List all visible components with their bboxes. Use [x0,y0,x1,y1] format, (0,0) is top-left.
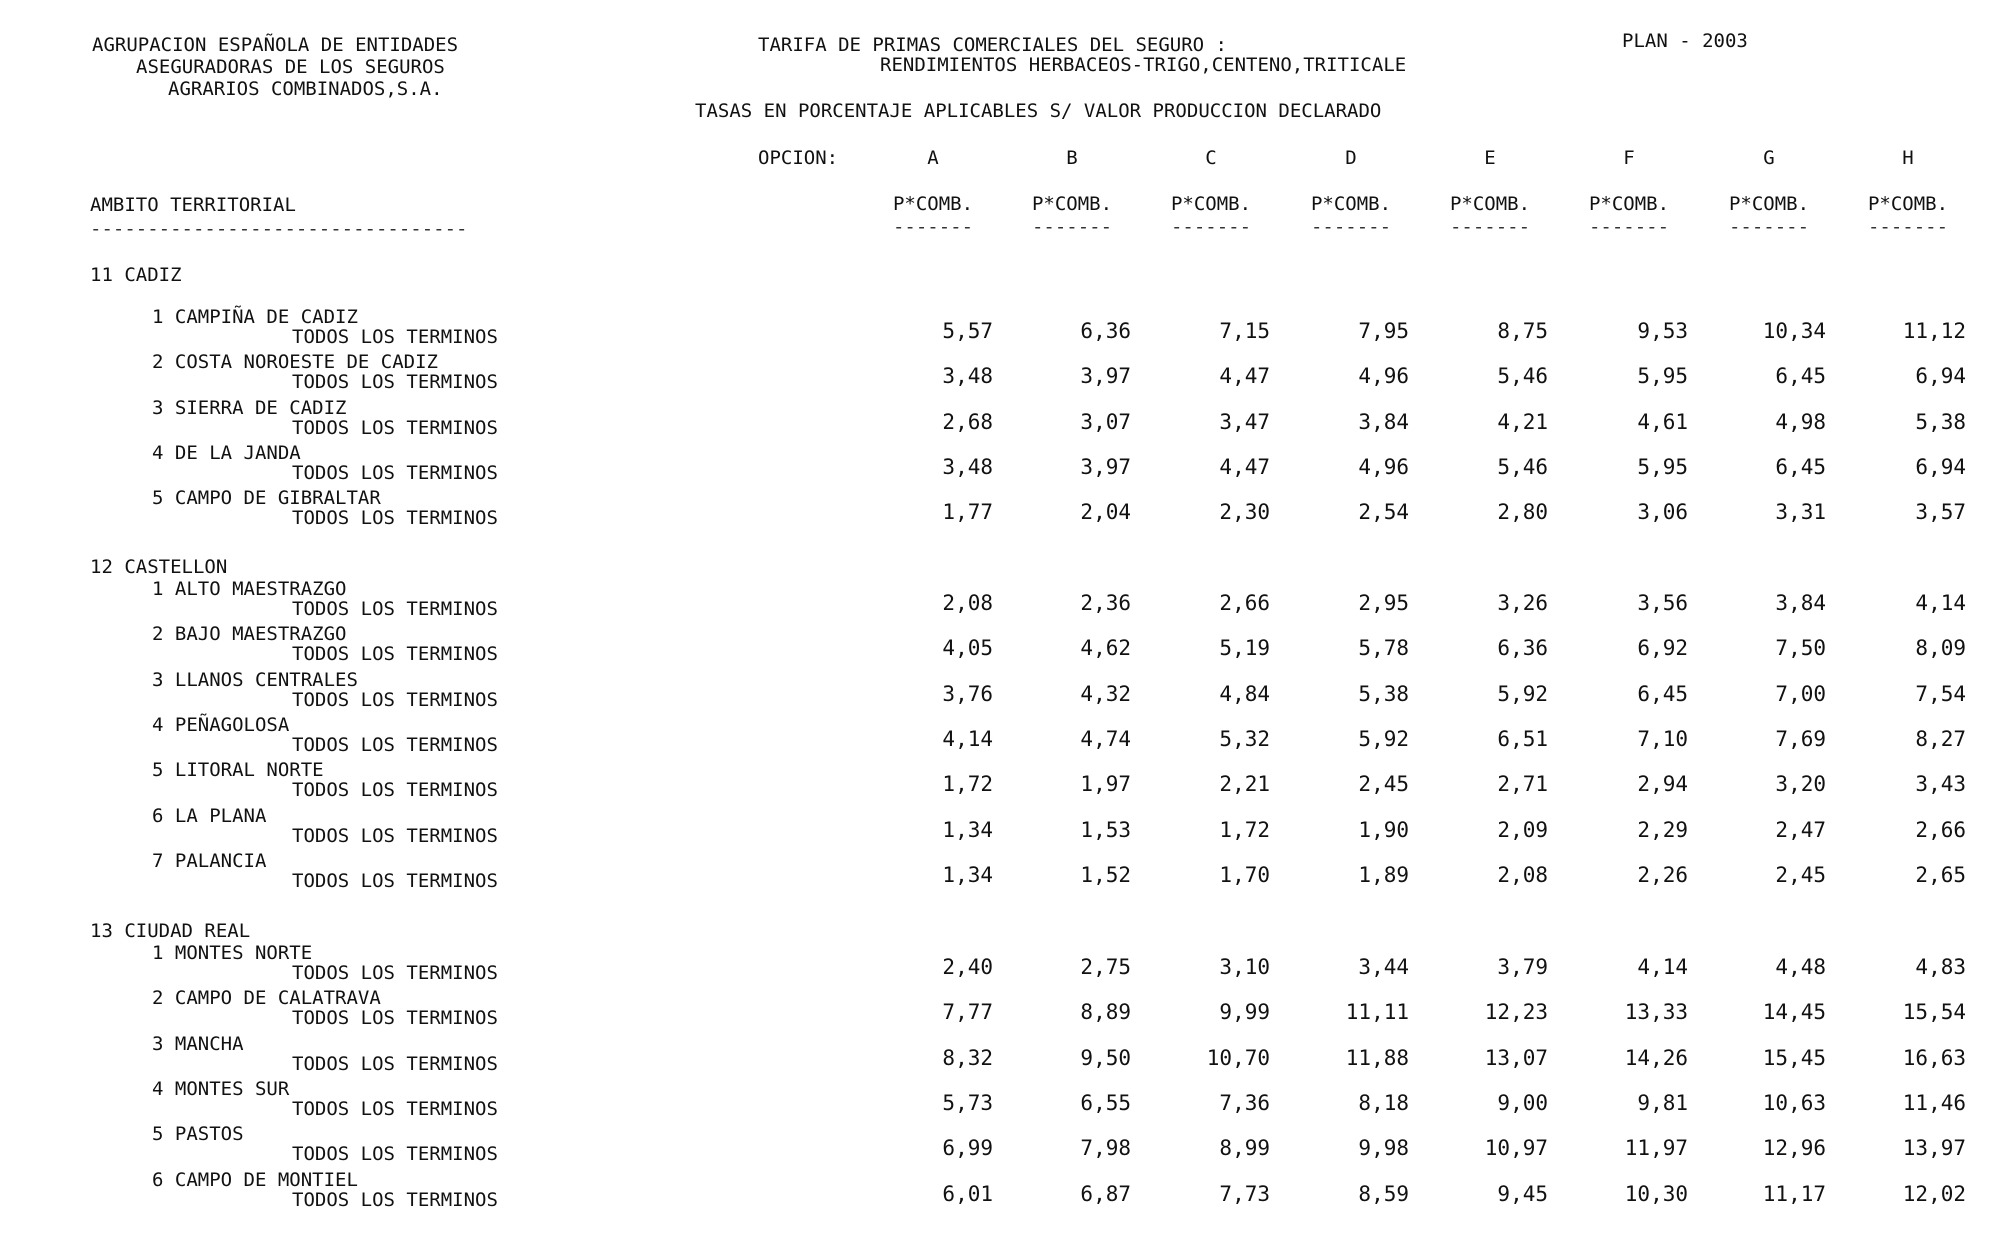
rate-cell: 13,97 [1902,1136,1966,1161]
rate-cell: 4,05 [942,636,993,661]
rate-cell: 12,02 [1902,1181,1966,1206]
rate-cell: 5,38 [1358,681,1409,706]
option-dashes: ------- [1867,216,1949,238]
rate-cell: 5,73 [942,1090,993,1115]
comarca-name: 6 LA PLANA [152,804,267,827]
option-letter: G [1763,147,1775,169]
option-dashes: ------- [892,216,974,238]
comarca-name: 5 CAMPO DE GIBRALTAR [152,487,381,510]
option-dashes: ------- [1310,216,1392,238]
rate-cell: 8,99 [1219,1136,1270,1161]
rate-cell: 3,06 [1637,500,1688,525]
title-line-1: TARIFA DE PRIMAS COMERCIALES DEL SEGURO : [758,34,1227,56]
rate-cell: 2,95 [1358,591,1409,615]
rate-cell: 11,88 [1345,1045,1409,1070]
rate-cell: 6,87 [1080,1181,1131,1206]
rate-cell: 8,59 [1358,1181,1409,1206]
rate-cell: 9,45 [1497,1181,1548,1206]
rate-cell: 5,32 [1219,726,1270,751]
terms-label: TODOS LOS TERMINOS [292,779,498,802]
rate-cell: 4,96 [1358,364,1409,389]
rate-cell: 14,26 [1624,1045,1688,1070]
terms-label: TODOS LOS TERMINOS [292,1143,498,1166]
rate-cell: 15,45 [1762,1045,1826,1070]
rate-cell: 3,48 [942,454,993,479]
rate-cell: 2,65 [1915,862,1966,887]
rate-cell: 4,62 [1080,636,1131,661]
rate-cell: 9,81 [1637,1090,1688,1115]
rate-cell: 12,23 [1484,1000,1548,1025]
rate-cell: 6,92 [1637,636,1688,661]
rate-cell: 3,10 [1219,955,1270,979]
rate-cell: 2,36 [1080,591,1131,615]
comarca-name: 1 CAMPIÑA DE CADIZ [152,306,358,328]
rate-cell: 9,00 [1497,1090,1548,1115]
rate-cell: 2,75 [1080,955,1131,979]
rate-cell: 6,99 [942,1136,993,1161]
rate-cell: 8,32 [942,1045,993,1070]
rate-cell: 8,27 [1915,726,1966,751]
comarca-name: 5 LITORAL NORTE [152,759,324,782]
org-line-3: AGRARIOS COMBINADOS,S.A. [168,78,443,100]
rate-cell: 10,97 [1484,1136,1548,1161]
rate-cell: 1,72 [1219,817,1270,842]
comarca-name: 4 DE LA JANDA [152,441,301,464]
rate-cell: 10,34 [1762,319,1826,343]
rate-cell: 3,07 [1080,409,1131,434]
option-letter: B [1066,147,1078,169]
rate-cell: 6,94 [1915,454,1966,479]
rate-cell: 4,14 [1915,591,1966,615]
rate-cell: 14,45 [1762,1000,1826,1025]
rate-cell: 11,46 [1902,1090,1966,1115]
option-dashes: ------- [1728,216,1810,238]
rate-cell: 7,15 [1219,319,1270,343]
rate-cell: 4,14 [942,726,993,751]
rate-cell: 8,09 [1915,636,1966,661]
rate-cell: 7,50 [1775,636,1826,661]
rate-cell: 2,45 [1775,862,1826,887]
option-letter: F [1623,147,1635,169]
option-letter: H [1902,147,1914,169]
comarca-name: 3 LLANOS CENTRALES [152,668,358,691]
rate-cell: 1,89 [1358,862,1409,887]
rate-cell: 2,26 [1637,862,1688,887]
rate-cell: 10,70 [1206,1045,1270,1070]
rate-cell: 5,57 [942,319,993,343]
rate-cell: 5,92 [1497,681,1548,706]
rate-cell: 5,38 [1915,409,1966,434]
rate-cell: 7,69 [1775,726,1826,751]
rate-cell: 9,50 [1080,1045,1131,1070]
rate-cell: 2,66 [1915,817,1966,842]
rate-cell: 13,07 [1484,1045,1548,1070]
terms-label: TODOS LOS TERMINOS [292,1097,498,1120]
rate-cell: 6,94 [1915,364,1966,389]
rate-cell: 6,55 [1080,1090,1131,1115]
rate-cell: 2,40 [942,955,993,979]
rate-cell: 4,61 [1637,409,1688,434]
rate-cell: 11,11 [1345,1000,1409,1025]
terms-label: TODOS LOS TERMINOS [292,824,498,847]
rate-cell: 2,21 [1219,772,1270,797]
rate-cell: 11,12 [1902,319,1966,343]
rate-cell: 2,30 [1219,500,1270,525]
comarca-name: 4 PEÑAGOLOSA [152,713,290,736]
rate-cell: 16,63 [1902,1045,1966,1070]
rate-cell: 4,48 [1775,955,1826,979]
comarca-name: 4 MONTES SUR [152,1077,290,1100]
rate-cell: 4,47 [1219,454,1270,479]
rate-cell: 3,31 [1775,500,1826,525]
rate-cell: 7,10 [1637,726,1688,751]
rate-cell: 3,84 [1775,591,1826,615]
terms-label: TODOS LOS TERMINOS [292,1188,498,1211]
rate-cell: 9,53 [1637,319,1688,343]
rate-cell: 5,92 [1358,726,1409,751]
rate-cell: 4,96 [1358,454,1409,479]
rate-cell: 2,80 [1497,500,1548,525]
rate-cell: 6,45 [1775,454,1826,479]
subtitle: TASAS EN PORCENTAJE APLICABLES S/ VALOR PRODUCCION DECLARADO [695,100,1382,122]
province-heading: 12 CASTELLON [90,556,228,578]
rate-cell: 4,84 [1219,681,1270,706]
org-line-2: ASEGURADORAS DE LOS SEGUROS [136,56,445,78]
rate-cell: 10,30 [1624,1181,1688,1206]
rate-cell: 2,68 [942,409,993,434]
rate-cell: 11,97 [1624,1136,1688,1161]
rate-cell: 10,63 [1762,1090,1826,1115]
rate-cell: 1,34 [942,862,993,887]
rate-cell: 1,34 [942,817,993,842]
rate-cell: 6,45 [1637,681,1688,706]
terms-label: TODOS LOS TERMINOS [292,326,498,348]
comarca-name: 6 CAMPO DE MONTIEL [152,1168,358,1191]
rate-cell: 3,97 [1080,454,1131,479]
ambito-dashes: --------------------------------- [90,218,468,240]
rate-cell: 4,47 [1219,364,1270,389]
rate-cell: 4,32 [1080,681,1131,706]
comarca-name: 2 COSTA NOROESTE DE CADIZ [152,351,438,374]
rate-cell: 7,00 [1775,681,1826,706]
rate-cell: 1,53 [1080,817,1131,842]
option-dashes: ------- [1170,216,1252,238]
rate-cell: 3,43 [1915,772,1966,797]
rate-cell: 2,94 [1637,772,1688,797]
rate-cell: 6,01 [942,1181,993,1206]
option-subheader: P*COMB. [1867,193,1949,215]
rate-cell: 3,79 [1497,955,1548,979]
rate-cell: 2,04 [1080,500,1131,525]
comarca-name: 3 MANCHA [152,1032,244,1055]
rate-cell: 4,14 [1637,955,1688,979]
rate-cell: 4,98 [1775,409,1826,434]
rate-cell: 7,95 [1358,319,1409,343]
rate-cell: 1,72 [942,772,993,797]
rate-cell: 2,09 [1497,817,1548,842]
terms-label: TODOS LOS TERMINOS [292,461,498,484]
option-dashes: ------- [1449,216,1531,238]
terms-label: TODOS LOS TERMINOS [292,507,498,530]
option-subheader: P*COMB. [1449,193,1531,215]
terms-label: TODOS LOS TERMINOS [292,869,498,892]
rate-cell: 3,84 [1358,409,1409,434]
comarca-name: 2 CAMPO DE CALATRAVA [152,987,381,1010]
terms-label: TODOS LOS TERMINOS [292,416,498,439]
rate-cell: 7,98 [1080,1136,1131,1161]
rate-cell: 1,97 [1080,772,1131,797]
rate-cell: 9,99 [1219,1000,1270,1025]
rate-cell: 4,83 [1915,955,1966,979]
comarca-name: 1 MONTES NORTE [152,942,313,964]
province-heading: 13 CIUDAD REAL [90,920,251,942]
rate-cell: 8,18 [1358,1090,1409,1115]
rate-cell: 6,45 [1775,364,1826,389]
rate-cell: 3,76 [942,681,993,706]
rate-cell: 1,90 [1358,817,1409,842]
ambito-label: AMBITO TERRITORIAL [90,194,296,216]
option-subheader: P*COMB. [1170,193,1252,215]
rate-cell: 7,73 [1219,1181,1270,1206]
rate-cell: 5,95 [1637,364,1688,389]
rate-cell: 1,77 [942,500,993,525]
rate-cell: 12,96 [1762,1136,1826,1161]
comarca-name: 1 ALTO MAESTRAZGO [152,578,347,600]
opcion-label: OPCION: [758,147,839,169]
option-letter: E [1484,147,1496,169]
rate-cell: 7,54 [1915,681,1966,706]
rate-cell: 6,51 [1497,726,1548,751]
rate-cell: 2,08 [1497,862,1548,887]
rate-cell: 3,26 [1497,591,1548,615]
rate-cell: 2,66 [1219,591,1270,615]
option-subheader: P*COMB. [1310,193,1392,215]
rate-cell: 3,48 [942,364,993,389]
option-dashes: ------- [1588,216,1670,238]
terms-label: TODOS LOS TERMINOS [292,598,498,620]
terms-label: TODOS LOS TERMINOS [292,962,498,984]
comarca-name: 2 BAJO MAESTRAZGO [152,623,347,646]
rate-cell: 11,17 [1762,1181,1826,1206]
option-subheader: P*COMB. [1728,193,1810,215]
option-dashes: ------- [1031,216,1113,238]
rate-cell: 9,98 [1358,1136,1409,1161]
plan-label: PLAN - 2003 [1622,30,1748,52]
rate-cell: 2,08 [942,591,993,615]
province-heading: 11 CADIZ [90,264,182,286]
rate-cell: 7,77 [942,1000,993,1025]
option-subheader: P*COMB. [1588,193,1670,215]
rate-cell: 6,36 [1497,636,1548,661]
rate-cell: 3,56 [1637,591,1688,615]
rate-cell: 3,47 [1219,409,1270,434]
option-letter: A [927,147,939,169]
rate-cell: 2,54 [1358,500,1409,525]
rate-cell: 2,29 [1637,817,1688,842]
rate-cell: 8,89 [1080,1000,1131,1025]
terms-label: TODOS LOS TERMINOS [292,688,498,711]
rate-cell: 6,36 [1080,319,1131,343]
comarca-name: 3 SIERRA DE CADIZ [152,396,347,419]
rate-cell: 5,95 [1637,454,1688,479]
terms-label: TODOS LOS TERMINOS [292,643,498,666]
rate-cell: 1,52 [1080,862,1131,887]
org-line-1: AGRUPACION ESPAÑOLA DE ENTIDADES [92,34,459,56]
option-letter: D [1345,147,1357,169]
terms-label: TODOS LOS TERMINOS [292,733,498,756]
rate-cell: 1,70 [1219,862,1270,887]
rate-cell: 5,46 [1497,364,1548,389]
rate-cell: 2,45 [1358,772,1409,797]
rate-cell: 2,47 [1775,817,1826,842]
comarca-name: 5 PASTOS [152,1123,244,1146]
terms-label: TODOS LOS TERMINOS [292,371,498,394]
rate-cell: 13,33 [1624,1000,1688,1025]
option-subheader: P*COMB. [1031,193,1113,215]
option-letter: C [1205,147,1217,169]
rate-cell: 3,97 [1080,364,1131,389]
rate-cell: 5,19 [1219,636,1270,661]
rate-cell: 5,78 [1358,636,1409,661]
option-subheader: P*COMB. [892,193,974,215]
comarca-name: 7 PALANCIA [152,849,267,872]
rate-cell: 3,57 [1915,500,1966,525]
rate-cell: 3,44 [1358,955,1409,979]
rate-cell: 5,46 [1497,454,1548,479]
terms-label: TODOS LOS TERMINOS [292,1007,498,1030]
terms-label: TODOS LOS TERMINOS [292,1052,498,1075]
title-line-2: RENDIMIENTOS HERBACEOS-TRIGO,CENTENO,TRITICALE [880,54,1407,76]
rate-cell: 4,21 [1497,409,1548,434]
rate-cell: 8,75 [1497,319,1548,343]
rate-cell: 7,36 [1219,1090,1270,1115]
rate-cell: 2,71 [1497,772,1548,797]
rate-cell: 4,74 [1080,726,1131,751]
rate-cell: 15,54 [1902,1000,1966,1025]
rate-cell: 3,20 [1775,772,1826,797]
